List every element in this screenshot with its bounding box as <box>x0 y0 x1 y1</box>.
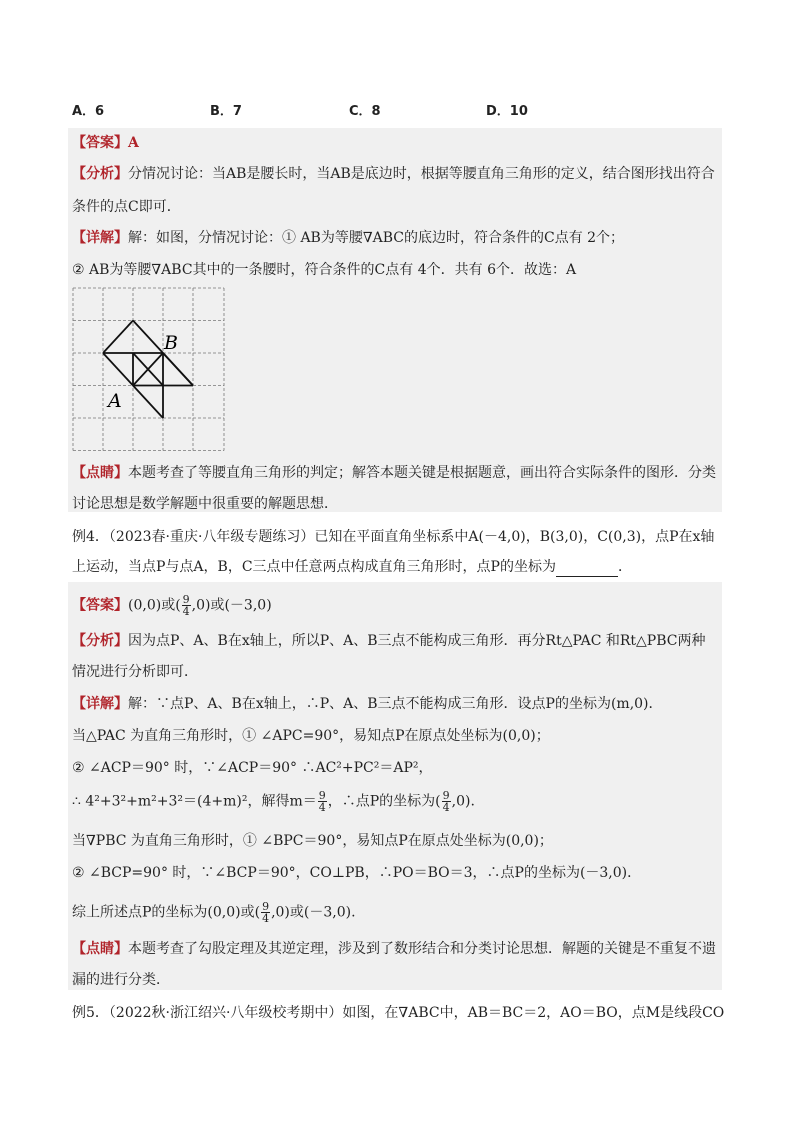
stem-text: 上运动，当点P与点A，B，C三点中任意两点构成直角三角形时，点P的坐标为 <box>72 559 556 575</box>
detail-line-1 <box>72 228 624 248</box>
fraction-denominator: 4 <box>442 801 450 814</box>
comment-line-q4-2: 漏的进行分类． <box>72 972 170 988</box>
fraction-denominator: 4 <box>262 912 270 925</box>
fraction-denominator: 4 <box>182 605 190 618</box>
detail-line-q4-1 <box>72 694 663 714</box>
answer-blank <box>556 562 618 577</box>
detail-line-q4-2: 当△PAC 为直角三角形时，① ∠APC=90°，易知点P在原点处坐标为(0,0)； <box>72 728 550 744</box>
answer-line-q3 <box>72 133 139 153</box>
comment-tag: 【点睛】 <box>72 465 128 481</box>
coordinate-text: ，∴点P的坐标为( <box>327 793 441 810</box>
comment-line-2: 讨论思想是数学解题中很重要的解题思想． <box>72 496 338 512</box>
detail-line-q4-3: ② ∠ACP＝90° 时，∵∠ACP＝90° ∴AC²+PC²＝AP²， <box>72 760 433 776</box>
summary-text: 综上所述点P的坐标为(0,0)或( <box>72 904 261 921</box>
analysis-tag: 【分析】 <box>72 633 128 649</box>
detail-text: 解：∵点P、A、B在x轴上，∴P、A、B三点不能构成三角形．设点P的坐标为(m,0)． <box>128 696 663 712</box>
option-b: B．7 <box>210 104 242 119</box>
analysis-line-2: 条件的点C即可． <box>72 199 181 215</box>
question4-stem-1: 例4．（2023春·重庆·八年级专题练习）已知在平面直角坐标系中A(－4,0)，B(3,0)，C(0,3)，点P在x轴 <box>72 529 715 545</box>
comment-line-1 <box>72 463 716 483</box>
analysis-text: 分情况讨论：当AB是腰长时，当AB是底边时，根据等腰直角三角形的定义，结合图形找出符合 <box>128 166 715 182</box>
detail-tag: 【详解】 <box>72 230 128 246</box>
comment-tag: 【点睛】 <box>72 941 128 957</box>
answer-value: A <box>128 135 139 151</box>
analysis-line-q4-2: 情况进行分析即可． <box>72 664 198 680</box>
analysis-line-q4-1 <box>72 631 706 651</box>
detail-line-2: ② AB为等腰∇ABC其中的一条腰时，符合条件的C点有 4个．共有 6个．故选：A <box>72 262 577 278</box>
point-label-b: B <box>164 332 178 354</box>
fraction-numerator: 9 <box>318 789 326 802</box>
option-a: A．6 <box>72 104 105 119</box>
answer-line-q4 <box>72 594 272 617</box>
answer-part-a: (0,0)或( <box>128 597 181 614</box>
fraction-numerator: 9 <box>442 789 450 802</box>
detail-line-q4-7 <box>72 901 356 924</box>
fraction-numerator: 9 <box>182 593 190 606</box>
option-d: D．10 <box>486 104 528 119</box>
detail-line-q4-4 <box>72 790 475 813</box>
coordinate-end: ,0). <box>451 793 475 810</box>
fraction-numerator: 9 <box>262 900 270 913</box>
answer-tag: 【答案】 <box>72 597 128 614</box>
analysis-line-1 <box>72 164 715 184</box>
fraction-summary <box>261 901 270 924</box>
option-c: C．8 <box>349 104 381 119</box>
analysis-text: 因为点P、A、B在x轴上，所以P、A、B三点不能构成三角形．再分Rt△PAC 和Rt△PBC两种 <box>128 633 706 649</box>
detail-line-q4-6: ② ∠BCP=90° 时，∵∠BCP＝90°，CO⊥PB，∴PO＝BO＝3，∴点P的坐标为(－3,0)． <box>72 865 642 881</box>
fraction-denominator: 4 <box>318 801 326 814</box>
point-label-a: A <box>108 390 122 412</box>
detail-tag: 【详解】 <box>72 696 128 712</box>
summary-end: ,0)或(－3,0). <box>271 904 356 921</box>
comment-text: 本题考查了勾股定理及其逆定理，涉及到了数形结合和分类讨论思想．解题的关键是不重复不遗 <box>128 941 716 957</box>
question5-stem-1: 例5．（2022秋·浙江绍兴·八年级校考期中）如图，在∇ABC中，AB＝BC＝2，AO＝BO，点M是线段CO <box>72 1005 725 1021</box>
comment-text: 本题考查了等腰直角三角形的判定；解答本题关键是根据题意，画出符合实际条件的图形．分类 <box>128 465 716 481</box>
equation-text: ∴ 4²+3²+m²+3²＝(4+m)²，解得m＝ <box>72 793 317 810</box>
fraction-m <box>318 790 327 813</box>
analysis-tag: 【分析】 <box>72 166 128 182</box>
answer-tag: 【答案】 <box>72 135 128 151</box>
stem-end: ． <box>617 559 632 575</box>
answer-part-b: ,0)或(－3,0) <box>191 597 272 614</box>
detail-line-q4-5: 当∇PBC 为直角三角形时，① ∠BPC＝90°，易知点P在原点处坐标为(0,0)； <box>72 833 553 849</box>
fraction-p <box>442 790 451 813</box>
grid-figure <box>72 287 226 453</box>
detail-text: 解：如图，分情况讨论：① AB为等腰∇ABC的底边时，符合条件的C点有 2个； <box>128 230 625 246</box>
fraction-nine-fourths <box>182 594 191 617</box>
comment-line-q4-1 <box>72 939 716 959</box>
question4-stem-2 <box>72 557 632 577</box>
